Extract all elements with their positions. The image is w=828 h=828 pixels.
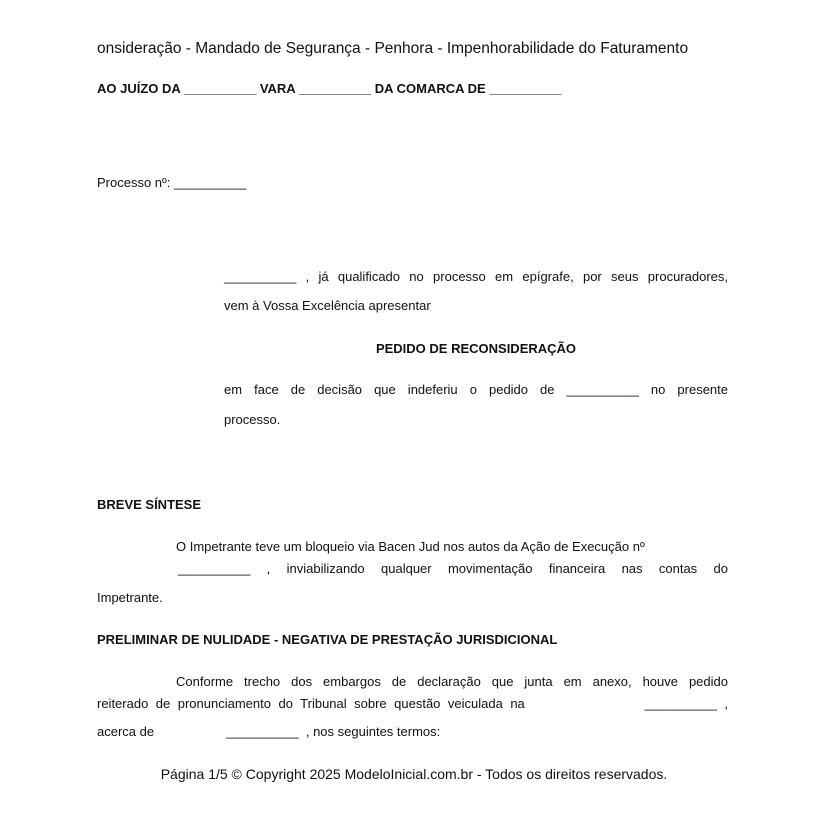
petition-title: PEDIDO DE RECONSIDERAÇÃO	[375, 341, 577, 356]
paragraph-line: acerca de __________ , nos seguintes termos:	[97, 724, 441, 739]
document-header: onsideração - Mandado de Segurança - Penhora - Impenhorabilidade do Faturamento	[97, 41, 689, 57]
face-line: em face de decisão que indeferiu o pedido de __________ no presente	[224, 382, 728, 397]
face-line: processo.	[224, 412, 281, 427]
paragraph-line: reiterado de pronunciamento do Tribunal sobre questão veiculada na __________ ,	[97, 696, 728, 711]
page-footer: Página 1/5 © Copyright 2025 ModeloInicial.com.br - Todos os direitos reservados.	[160, 766, 668, 782]
section-heading: BREVE SÍNTESE	[97, 497, 202, 512]
process-number: Processo nº: __________	[97, 175, 247, 190]
paragraph-line: __________ , inviabilizando qualquer movimentação financeira nas contas do	[178, 561, 728, 576]
paragraph-line: O Impetrante teve um bloqueio via Bacen Jud nos autos da Ação de Execução nº	[176, 539, 645, 554]
section-heading: PRELIMINAR DE NULIDADE - NEGATIVA DE PRESTAÇÃO JURISDICIONAL	[97, 632, 558, 647]
paragraph-line: Conforme trecho dos embargos de declaração que junta em anexo, houve pedido	[176, 674, 728, 689]
court-address: AO JUÍZO DA __________ VARA __________ DA COMARCA DE __________	[97, 81, 562, 96]
intro-line: vem à Vossa Excelência apresentar	[224, 298, 431, 313]
intro-line: __________ , já qualificado no processo em epígrafe, por seus procuradores,	[224, 269, 728, 284]
paragraph-line: Impetrante.	[97, 590, 163, 605]
